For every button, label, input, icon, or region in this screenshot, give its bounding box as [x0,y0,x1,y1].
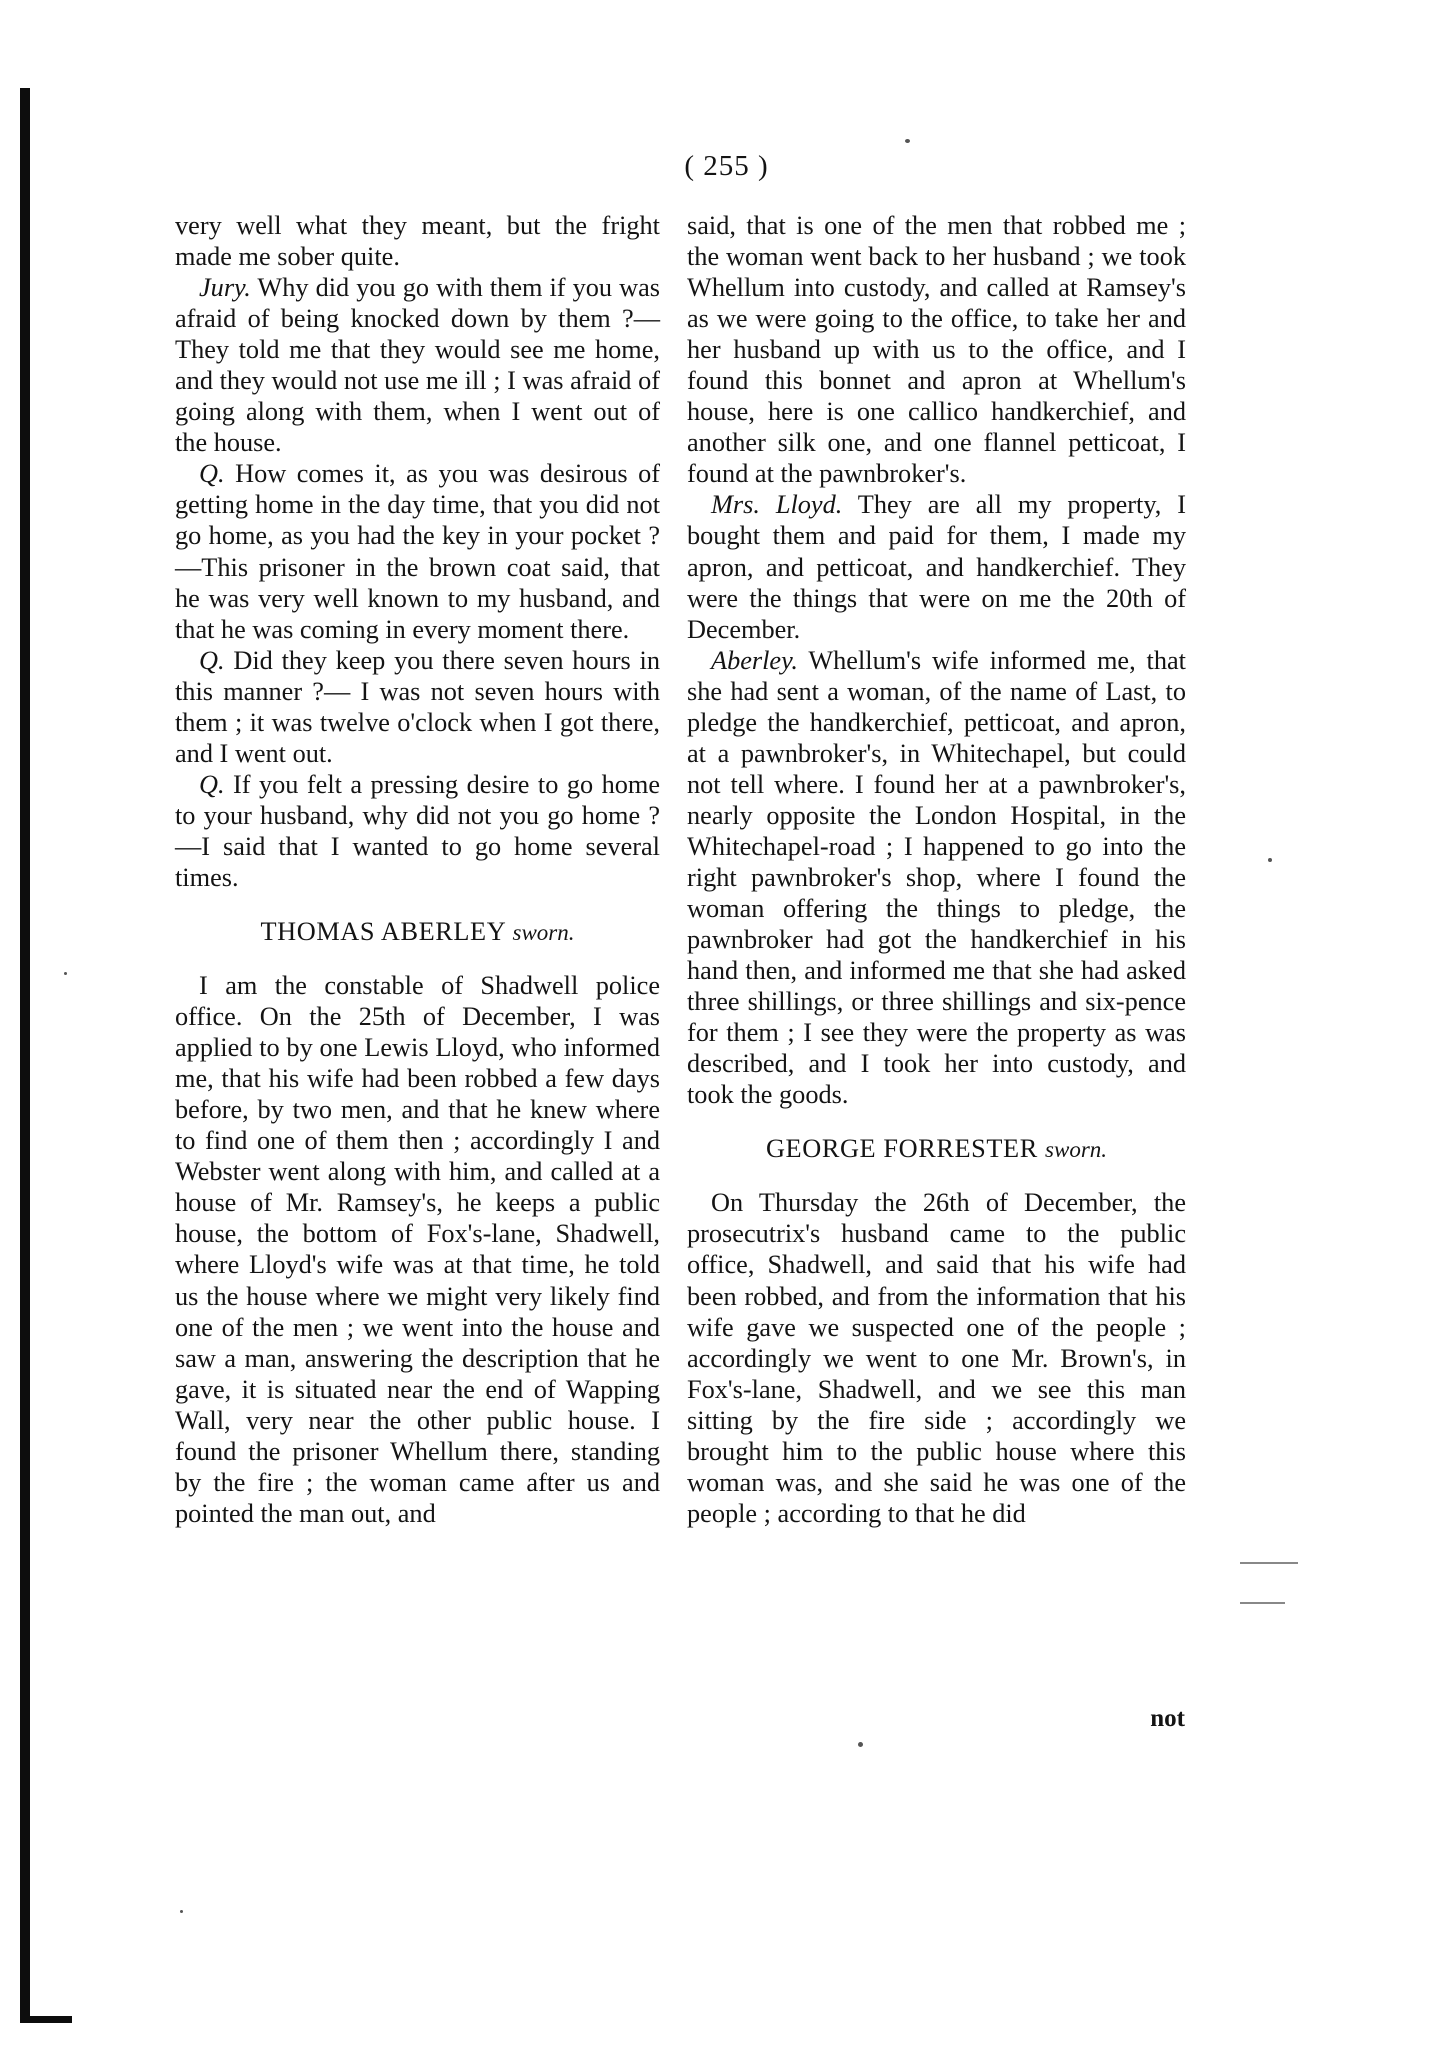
sworn-label: sworn. [512,920,575,946]
ink-speck [905,139,910,143]
witness-heading [175,916,660,948]
paragraph-text: I am the constable of Shadwell police office. On the 25th of December, I was applied to by one Lewis Lloyd, who informed me, that his wife had been robbed a few days before, by two men, and that he knew where to find one of them then ; accordingly I and Webster went along with him, and called at a house of Mr. Ramsey's, he keeps a public house, the bottom of Fox's-lane, Shadwell, where Lloyd's wife was at that time, he told us the house where we might very likely find one of the men ; we went into the house and saw a man, answering the description that he gave, it is situated near the end of Wapping Wall, very near the other public house. I found the prisoner Whellum there, standing by the fire ; the woman came after us and pointed the man out, and [175,971,660,1528]
paragraph [175,458,660,644]
paragraph [687,645,1186,1111]
paragraph [175,970,660,1529]
binding-edge-foot [20,2016,72,2023]
speaker-label: Jury. [199,273,251,303]
paragraph-text: very well what they meant, but the fright made me sober quite. [175,211,660,272]
ink-speck [858,1742,863,1747]
speaker-label: Mrs. Lloyd. [711,490,843,520]
speaker-label: Aberley. [711,645,798,675]
witness-name: THOMAS ABERLEY [260,917,506,947]
speaker-label: Q. [199,769,225,799]
paragraph-text: Why did you go with them if you was afraid of being knocked down by them ?—They told me that they would see me home, and they would not use me ill ; I was afraid of going along with them, when I went out of the house. [175,273,660,458]
left-column [175,210,660,1529]
margin-dash [1240,1562,1298,1564]
paragraph [175,769,660,893]
paragraph [175,210,660,272]
speaker-label: Q. [199,459,225,489]
right-column [687,210,1186,1529]
paragraph-text: How comes it, as you was desirous of getting home in the day time, that you did not go home, as you had the key in your pocket ?—This prisoner in the brown coat said, that he was very well known to my husband, and that he was coming in every moment there. [175,459,660,644]
binding-edge [20,88,30,2023]
speaker-label: Q. [199,645,225,675]
ink-speck [64,972,67,975]
paragraph [175,645,660,769]
ink-speck [180,1910,183,1913]
catchword: not [1150,1705,1185,1732]
page-number: ( 255 ) [684,150,769,182]
witness-name: GEORGE FORRESTER [765,1134,1038,1164]
paragraph-text: said, that is one of the men that robbed me ; the woman went back to her husband ; we took Whellum into custody, and called at Ramsey's as we were going to the office, to take her and her husband up with us to the office, and I found this bonnet and apron at Whellum's house, here is one callico handkerchief, and another silk one, and one flannel petticoat, I found at the pawnbroker's. [687,211,1186,489]
paragraph [175,272,660,458]
paragraph [687,210,1186,489]
sworn-label: sworn. [1045,1137,1108,1163]
paragraph-text: On Thursday the 26th of December, the prosecutrix's husband came to the public office, Shadwell, and said that his wife had been robbed, and from the information that his wife gave we suspected one of the people ; accordingly we went to one Mr. Brown's, in Fox's-lane, Shadwell, and we see this man sitting by the fire side ; accordingly we brought him to the public house where this woman was, and she said he was one of the people ; according to that he did [687,1188,1186,1528]
paragraph [687,1187,1186,1529]
paragraph-text: Did they keep you there seven hours in this manner ?— I was not seven hours with them ; it was twelve o'clock when I got there, and I went out. [175,645,660,768]
margin-dash [1240,1602,1285,1604]
paragraph-text: Whellum's wife informed me, that she had sent a woman, of the name of Last, to pledge the handkerchief, petticoat, and apron, at a pawnbroker's, in Whitechapel, but could not tell where. I found her at a pawnbroker's, nearly opposite the London Hospital, in the Whitechapel-road ; I happened to go into the right pawnbroker's shop, where I found the woman offering the things to pledge, the pawnbroker had got the handkerchief in his hand then, and informed me that she had asked three shillings, or three shillings and six-pence for them ; I see they were the property as was described, and I took her into custody, and took the goods. [687,645,1186,1110]
paragraph-text: They are all my property, I bought them and paid for them, I made my apron, and petticoat, and handkerchief. They were the things that were on me the 20th of December. [687,490,1186,644]
paragraph-text: If you felt a pressing desire to go home to your husband, why did not you go home ?—I said that I wanted to go home several times. [175,769,660,892]
ink-speck [1268,858,1272,862]
witness-heading [687,1133,1186,1165]
paragraph [687,489,1186,644]
